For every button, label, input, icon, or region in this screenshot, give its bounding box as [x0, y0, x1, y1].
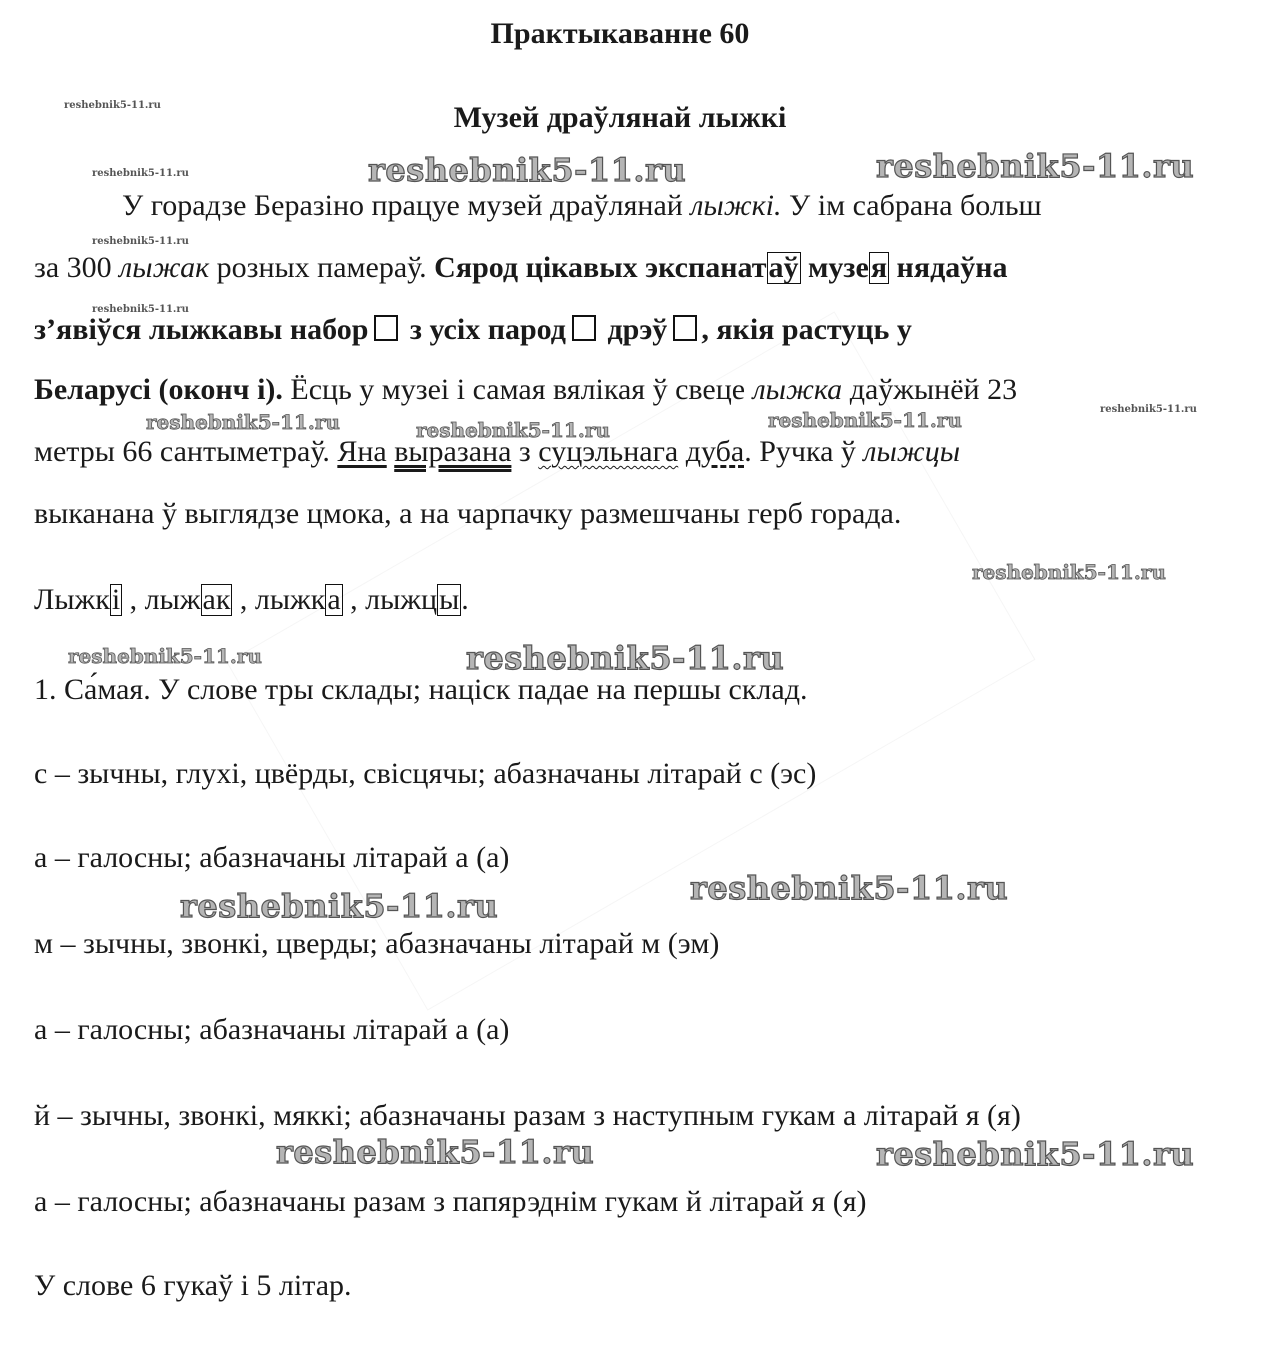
watermark: reshebnik5-11.ru [1100, 404, 1197, 415]
predicate-word: выразана [394, 435, 512, 468]
ending-box: а [327, 583, 341, 616]
ending-box: я [870, 251, 888, 284]
analysis-line-8: У слове 6 гукаў і 5 літар. [34, 1269, 352, 1302]
watermark: reshebnik5-11.ru [276, 1133, 595, 1171]
analysis-line-7: а – галосны; абазначаны разам з папярэднім гукам й літарай я (я) [34, 1185, 867, 1218]
text-line-3: з’явіўся лыжкавы набор з усіх парод дрэў , якія растуць у [34, 313, 912, 346]
analysis-line-4: м – зычны, звонкі, цверды; абазначаны літарай м (эм) [34, 927, 720, 960]
exercise-title: Практыкаванне 60 [490, 17, 750, 50]
watermark: reshebnik5-11.ru [92, 236, 189, 247]
watermark: reshebnik5-11.ru [92, 168, 189, 179]
watermark: reshebnik5-11.ru [92, 304, 189, 315]
analysis-line-1: 1. Са́мая. У слове тры склады; націск падае на першы склад. [34, 673, 808, 706]
watermark: reshebnik5-11.ru [68, 644, 262, 668]
text-title: Музей драўлянай лыжкі [453, 101, 787, 134]
watermark: reshebnik5-11.ru [146, 410, 340, 434]
text-line-1: У горадзе Беразіно працуе музей драўлянай лыжкі. У ім сабрана больш [122, 189, 1042, 222]
analysis-line-6: й – зычны, звонкі, мяккі; абазначаны разам з наступным гукам а літарай я (я) [34, 1099, 1021, 1132]
watermark: reshebnik5-11.ru [466, 639, 785, 677]
ending-box: ы [439, 583, 460, 616]
watermark: reshebnik5-11.ru [416, 418, 610, 442]
object-word: дуба [685, 435, 745, 468]
text-line-2: за 300 лыжак розных памераў. Сярод цікавых экспанатаў музея нядаўна [34, 251, 1008, 284]
text-line-6: выканана ў выглядзе цмока, а на чарпачку размешчаны герб горада. [34, 497, 902, 530]
subject-word: Яна [337, 435, 387, 468]
text-line-5: метры 66 сантыметраў. Яна выразана з суцэльнага дуба. Ручка ў лыжцы [34, 435, 961, 468]
empty-ending-box [673, 315, 697, 341]
empty-ending-box [374, 315, 398, 341]
text-line-4: Беларусі (оконч і). Ёсць у музеі і самая вялікая ў свеце лыжка даўжынёй 23 [34, 373, 1018, 406]
attribute-word: суцэльнага [538, 435, 679, 468]
analysis-line-3: а – галосны; абазначаны літарай а (а) [34, 841, 510, 874]
analysis-line-2: с – зычны, глухі, цвёрды, свісцячы; абазначаны літарай с (эс) [34, 757, 817, 790]
watermark: reshebnik5-11.ru [876, 147, 1195, 185]
watermark: reshebnik5-11.ru [368, 151, 687, 189]
watermark: reshebnik5-11.ru [972, 560, 1166, 584]
analysis-line-5: а – галосны; абазначаны літарай а (а) [34, 1013, 510, 1046]
word-forms-line: Лыжкі , лыжак , лыжка , лыжцы. [34, 583, 469, 616]
empty-ending-box [572, 315, 596, 341]
ending-box: ак [202, 583, 231, 616]
watermark: reshebnik5-11.ru [64, 100, 161, 111]
ending-box: і [111, 583, 121, 616]
watermark: reshebnik5-11.ru [690, 869, 1009, 907]
ending-box: аў [768, 251, 799, 284]
watermark: reshebnik5-11.ru [768, 408, 962, 432]
watermark: reshebnik5-11.ru [180, 887, 499, 925]
watermark: reshebnik5-11.ru [876, 1135, 1195, 1173]
